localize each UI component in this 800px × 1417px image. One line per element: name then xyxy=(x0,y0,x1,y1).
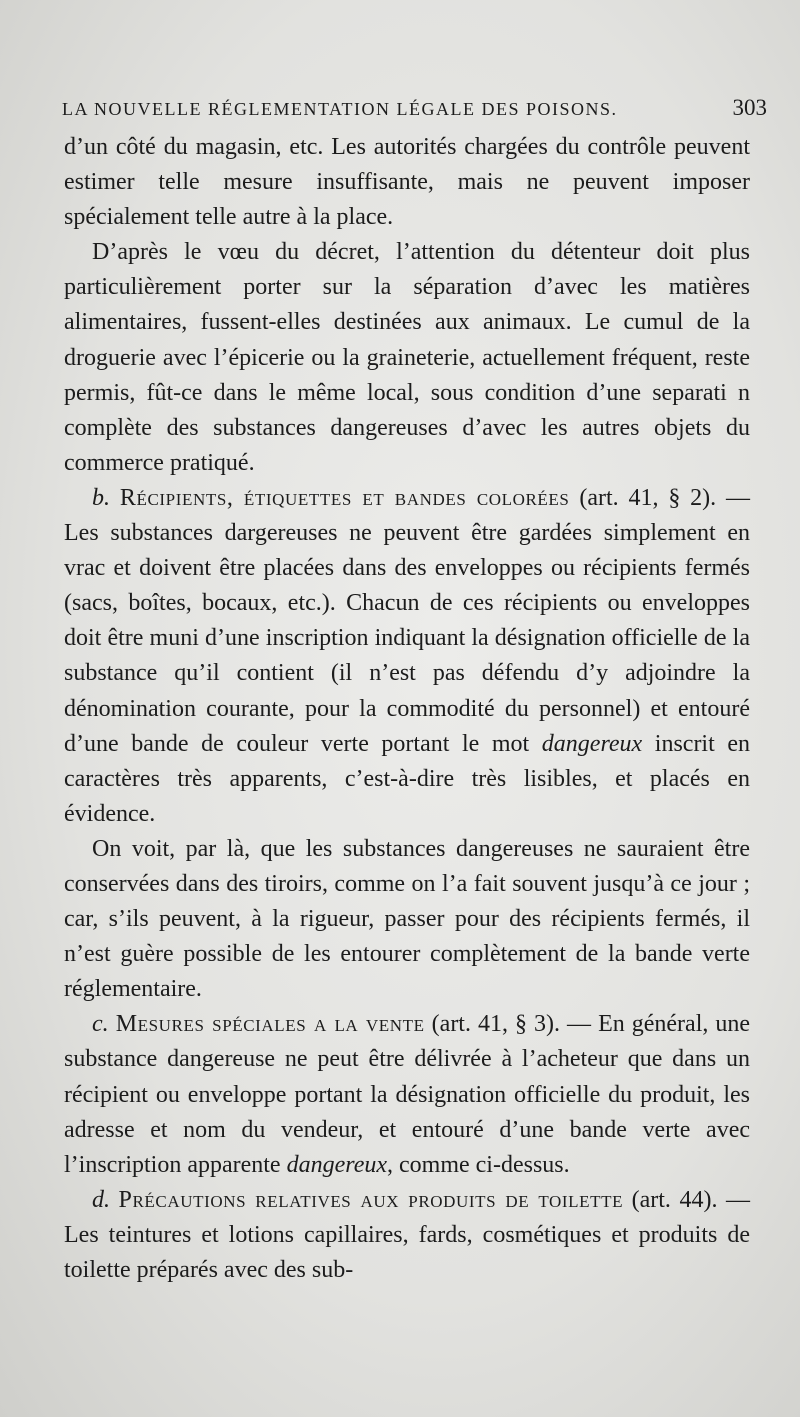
section-letter: c. xyxy=(92,1011,109,1038)
paragraph-separation xyxy=(64,235,750,481)
section-letter: b. xyxy=(92,484,110,511)
section-b xyxy=(64,481,750,832)
article-reference: (art. 41, § 2). — xyxy=(579,484,751,511)
paragraph-text: d’un côté du magasin, etc. Les autorités chargées du contrôle peuvent estimer telle mesure insuffisante, mais ne peuvent imposer spécialement telle autre à la place. xyxy=(64,134,750,231)
paragraph-continuation xyxy=(64,130,750,235)
section-heading: Précautions relatives aux produits de toilette xyxy=(118,1186,624,1213)
section-c xyxy=(64,1007,750,1182)
italic-term: dangereux xyxy=(541,730,643,757)
paragraph-text: Les substances dargereuses ne peuvent être gardées simplement en vrac et doivent être placées dans des enveloppes ou récipients fermés (sacs, boîtes, bocaux, etc.). Chacun de ces récipients ou enveloppes doit être muni d’une inscription indiquant la désignation officielle de la substance qu’il contient (il n’est pas défendu d’y adjoindre la dénomination courante, pour la commodité du personnel) et entouré d’une bande de couleur verte portant le mot xyxy=(64,520,750,757)
paragraph-text: Les teintures et lotions capillaires, fards, cosmétiques et produits de toilette préparés avec des sub- xyxy=(64,1221,750,1283)
running-title: LA NOUVELLE RÉGLEMENTATION LÉGALE DES POISONS. xyxy=(62,99,618,119)
article-reference: (art. 44). — xyxy=(631,1186,751,1213)
page-number: 303 xyxy=(732,95,767,120)
article-reference: (art. 41, § 3). — xyxy=(431,1011,592,1038)
paragraph-text: , comme ci-dessus. xyxy=(387,1151,570,1178)
italic-term: dangereux xyxy=(286,1151,387,1178)
section-d xyxy=(64,1183,750,1288)
paragraph-text: D’après le vœu du décret, l’attention du détenteur doit plus particulièrement porter sur la séparation d’avec les matières alimentaires, fussent-elles destinées aux animaux. Le cumul de la droguerie avec l’épicerie ou la graineterie, actuellement fréquent, reste permis, fût-ce dans le même local, sous condition d’une separati n complète des substances dangereuses d’avec les autres objets du commerce pratiqué. xyxy=(64,239,750,476)
section-heading: Récipients, étiquettes et bandes colorées xyxy=(119,484,570,511)
paragraph-text: En général, une substance dangereuse ne peut être délivrée à l’acheteur que dans un récipient ou enveloppe portant la désignation officielle du produit, les adresse et nom du vendeur, et entouré d’une bande verte avec l’inscription apparente xyxy=(64,1011,751,1178)
paragraph-text: inscrit en caractères très apparents, c’est-à-dire très lisibles, et placés en évidence. xyxy=(64,730,750,827)
running-header xyxy=(62,95,767,121)
body-text xyxy=(64,130,750,1288)
paragraph-text: On voit, par là, que les substances dangereuses ne sauraient être conservées dans des tiroirs, comme on l’a fait souvent jusqu’à ce jour ; car, s’ils peuvent, à la rigueur, passer pour des récipients fermés, il n’est guère possible de les entourer complètement de la bande verte réglementaire. xyxy=(64,835,750,1003)
section-letter: d. xyxy=(92,1186,110,1213)
paragraph-drawers xyxy=(64,832,750,1007)
section-heading: Mesures spéciales a la vente xyxy=(115,1011,425,1038)
